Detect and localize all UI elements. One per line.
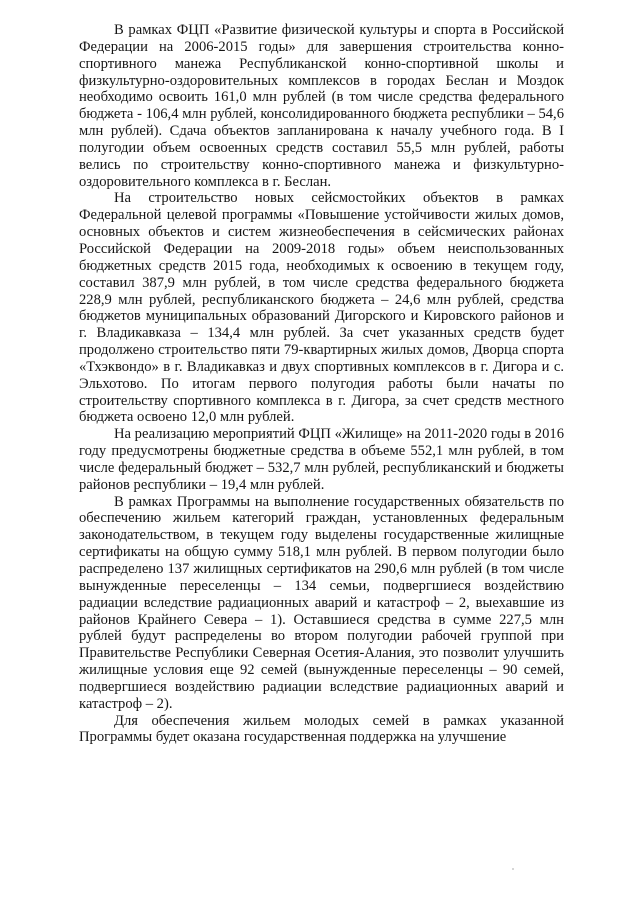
paragraph-young-families: Для обеспечения жильем молодых семей в рамках указанной Программы будет оказана государственная поддержка на улучшение bbox=[79, 712, 564, 746]
paragraph-seismic-program: На строительство новых сейсмостойких объектов в рамках Федеральной целевой программы «Повышение устойчивости жилых домов, основных объектов и систем жизнеобеспечения в сейсмических районах Российской Федерации на 2009-2018 годы» объем неиспользованных бюджетных средств 2015 года, необходимых к освоению в текущем году, составил 387,9 млн рублей, в том числе средства федерального бюджета 228,9 млн рублей, республиканского бюджета – 24,6 млн рублей, средства бюджетов муниципальных образований Дигорского и Кировского районов и г. Владикавказа – 134,4 млн рублей. За счет указанных средств будет продолжено строительство пяти 79-квартирных жилых домов, Дворца спорта «Тхэквондо» в г. Владикавказ и двух спортивных комплексов в г. Дигора и с. Эльхотово. По итогам первого полугодия работы были начаты по строительству спортивного комплекса в г. Дигора, за счет средств местного бюджета освоено 12,0 млн рублей. bbox=[79, 190, 564, 426]
scan-speck bbox=[512, 868, 514, 870]
paragraph-housing-program: На реализацию мероприятий ФЦП «Жилище» на 2011-2020 годы в 2016 году предусмотрены бюджетные средства в объеме 552,1 млн рублей, в том числе федеральный бюджет – 532,7 млн рублей, республиканский и бюджеты районов республики – 19,4 млн рублей. bbox=[79, 426, 564, 493]
document-body bbox=[79, 22, 564, 746]
paragraph-sport-program: В рамках ФЦП «Развитие физической культуры и спорта в Российской Федерации на 2006-2015 годы» для завершения строительства конно-спортивного манежа Республиканской конно-спортивной школы и физкультурно-оздоровительных комплексов в городах Беслан и Моздок необходимо освоить 161,0 млн рублей (в том числе средства федерального бюджета - 106,4 млн рублей, консолидированного бюджета республики – 54,6 млн рублей). Сдача объектов запланирована к началу учебного года. В I полугодии объем освоенных средств составил 55,5 млн рублей, работы велись по строительству конно-спортивного манежа и физкультурно-оздоровительного комплекса в г. Беслан. bbox=[79, 22, 564, 190]
paragraph-housing-certificates: В рамках Программы на выполнение государственных обязательств по обеспечению жильем категорий граждан, установленных федеральным законодательством, в текущем году выделены государственные жилищные сертификаты на общую сумму 518,1 млн рублей. В первом полугодии было распределено 137 жилищных сертификатов на 290,6 млн рублей (в том числе вынужденные переселенцы – 134 семьи, подвергшиеся воздействию радиации вследствие радиационных аварий и катастроф – 2, выехавшие из районов Крайнего Севера – 1). Оставшиеся средства в сумме 227,5 млн рублей будут распределены во втором полугодии рабочей группой при Правительстве Республики Северная Осетия-Алания, это позволит улучшить жилищные условия еще 92 семей (вынужденные переселенцы – 90 семей, подвергшиеся воздействию радиации вследствие радиационных аварий и катастроф – 2). bbox=[79, 493, 564, 712]
